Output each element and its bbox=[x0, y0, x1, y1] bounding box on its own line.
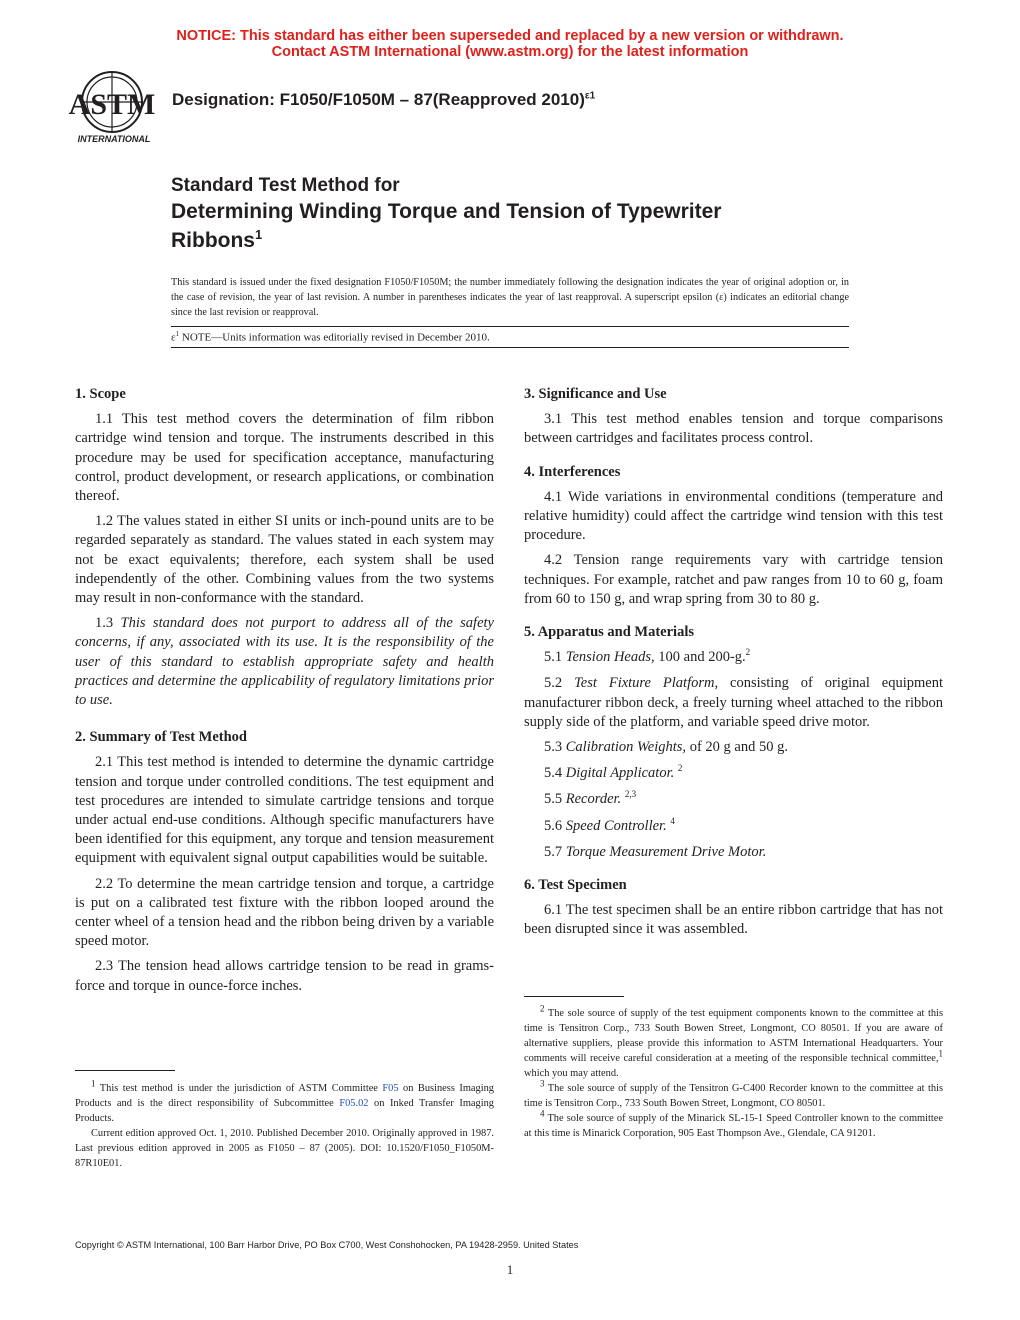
specimen-heading: 6. Test Specimen bbox=[524, 877, 627, 894]
title-line-1: Standard Test Method for bbox=[171, 175, 400, 196]
epsilon-mark: ε bbox=[171, 331, 176, 344]
item-footnote-ref: 2 bbox=[745, 647, 751, 658]
scope-1-3 bbox=[75, 614, 494, 710]
item-italic: Digital Applicator. bbox=[565, 765, 675, 782]
issuance-statement: This standard is issued under the fixed designation F1050/F1050M; the number immediately following the designation indicates the year of original adoption or, in the case of revision, the year of last revision. A number in parentheses indicates the year of last reapproval. A superscript epsilon (ε) indicates an editorial change since the last revision or reapproval. bbox=[171, 277, 849, 318]
item-italic: Recorder. bbox=[565, 791, 622, 808]
interferences-4-2: 4.2 Tension range requirements vary with cartridge tension techniques. For example, ratchet and paw ranges from 10 to 60 g, foam from 60 to 150 g, and wrap spring from 30 to 80 g. bbox=[524, 552, 943, 607]
epsilon-note-text: NOTE—Units information was editorially revised in December 2010. bbox=[179, 331, 490, 344]
right-column bbox=[524, 385, 943, 946]
designation-text: Designation: F1050/F1050M – 87(Reapproved 2010) bbox=[172, 90, 585, 109]
astm-logo-caption: INTERNATIONAL bbox=[77, 134, 151, 144]
summary-2-2: 2.2 To determine the mean cartridge tension and torque, a cartridge is put on a calibrated test fixture with the ribbon looped around the center wheel of a tension head and the ribbon being driven by a variable speed motor. bbox=[75, 875, 494, 950]
apparatus-item bbox=[524, 648, 943, 667]
footnote-4-text: The sole source of supply of the Minarick SL-15-1 Speed Controller known to the committee at this time is Minarick Corporation, 905 East Thompson Ave., Glendale, CA 91201. bbox=[524, 1113, 943, 1139]
footnote-2-ref: 1 bbox=[938, 1048, 943, 1059]
item-number: 5.3 bbox=[544, 739, 566, 756]
designation-superscript: ε1 bbox=[584, 90, 596, 102]
footnote-1-text-a: This test method is under the jurisdiction of ASTM Committee bbox=[95, 1083, 383, 1094]
apparatus-item bbox=[524, 674, 943, 732]
summary-2-1: 2.1 This test method is intended to determine the dynamic cartridge tension and torque under controlled conditions. The test equipment and test procedures are intended to simulate cartridge tensions and torque under actual end-use conditions. Although specific manufacturers have been identified for this equipment, any torque and tension measurement equipment with equivalent signal output capabilities would be suitable. bbox=[75, 754, 494, 867]
apparatus-item bbox=[524, 843, 943, 862]
item-italic: Calibration Weights, bbox=[565, 739, 687, 756]
interferences-4-1: 4.1 Wide variations in environmental conditions (temperature and relative humidity) could affect the cartridge wind tension with this test procedure. bbox=[524, 488, 943, 544]
item-number: 5.4 bbox=[544, 765, 566, 782]
footnote-3 bbox=[524, 1078, 943, 1111]
subcommittee-f05-02-link[interactable]: F05.02 bbox=[339, 1098, 369, 1109]
apparatus-item bbox=[524, 817, 943, 836]
scope-1-3-text: This standard does not purport to address all of the safety concerns, if any, associated with its use. It is the responsibility of the user of this standard to establish appropriate safety and health practices and determine the applicability of regulatory limitations prior to use. bbox=[75, 615, 494, 709]
footnote-4 bbox=[524, 1108, 943, 1141]
footnotes-right bbox=[524, 1003, 943, 1141]
title-line-3-text: Ribbons bbox=[171, 229, 255, 252]
page-number: 1 bbox=[506, 1262, 514, 1277]
footnotes-left bbox=[75, 1078, 494, 1171]
item-number: 5.5 bbox=[544, 791, 566, 808]
specimen-6-1: 6.1 The test specimen shall be an entire ribbon cartridge that has not been disrupted since it was assembled. bbox=[524, 902, 943, 938]
footnote-2-text-b: which you may attend. bbox=[524, 1068, 619, 1079]
notice-line-2: Contact ASTM International (www.astm.org) for the latest information bbox=[271, 44, 749, 60]
notice-line-1: NOTICE: This standard has either been superseded and replaced by a new version or withdrawn. bbox=[176, 28, 844, 44]
footnote-1-text-c: on Inked Transfer Imaging Products. bbox=[75, 1098, 494, 1124]
item-number: 5.7 bbox=[544, 843, 566, 860]
footnote-2-text-a: The sole source of supply of the test equipment components known to the committee at this time is Tensitron Corp., 733 South Bowen Street, Longmont, CO 80501. If you are aware of alternative suppliers, please provide this information to ASTM International Headquarters. Your comments will receive careful consideration at a meeting of the responsible technical committee, bbox=[524, 1008, 943, 1064]
title-line-3 bbox=[171, 227, 262, 253]
item-italic: Tension Heads, bbox=[565, 649, 655, 666]
item-text: of 20 g and 50 g. bbox=[686, 739, 788, 756]
footnote-1-text-b: on Business Imaging Products and is the direct responsibility of Subcommittee bbox=[75, 1083, 494, 1109]
item-italic: Torque Measurement Drive Motor. bbox=[565, 843, 767, 860]
title-line-2: Determining Winding Torque and Tension of Typewriter bbox=[171, 200, 722, 223]
epsilon-rule bbox=[171, 347, 849, 348]
apparatus-item bbox=[524, 790, 943, 809]
astm-logo-letters: ASTM bbox=[68, 88, 156, 121]
item-italic: Speed Controller. bbox=[565, 817, 667, 834]
item-footnote-ref: 4 bbox=[670, 815, 675, 826]
scope-1-2: 1.2 The values stated in either SI units or inch-pound units are to be regarded separately as standard. The values stated in each system may not be exact equivalents; therefore, each system shall be used independently of the other. Combining values from the two systems may result in non-conformance with the standard. bbox=[75, 513, 494, 607]
item-italic: Test Fixture Platform, bbox=[574, 675, 719, 692]
committee-f05-link[interactable]: F05 bbox=[382, 1083, 399, 1094]
scope-heading: 1. Scope bbox=[75, 386, 126, 402]
astm-logo bbox=[66, 70, 162, 146]
right-footnote-rule bbox=[524, 996, 624, 997]
title-superscript: 1 bbox=[255, 227, 263, 242]
left-column bbox=[75, 385, 494, 1002]
footnote-1-edition: Current edition approved Oct. 1, 2010. Published December 2010. Originally approved in 1987. Last previous edition approved in 2005 as F1050 – 87 (2005). DOI: 10.1520/F1050_F1050M-87R10E01. bbox=[75, 1128, 494, 1169]
item-number: 5.2 bbox=[544, 675, 575, 692]
item-number: 5.6 bbox=[544, 817, 566, 834]
apparatus-item bbox=[524, 764, 943, 783]
apparatus-heading: 5. Apparatus and Materials bbox=[524, 624, 694, 641]
footnote-2 bbox=[524, 1003, 943, 1081]
footnote-2-marker: 2 bbox=[540, 1003, 545, 1014]
top-rule bbox=[171, 326, 849, 327]
item-text: consisting of original equipment manufacturer ribbon deck, a freely turning wheel attached to the ribbon supply side of the platform, and variable speed drive motor. bbox=[524, 675, 944, 730]
apparatus-item bbox=[524, 738, 943, 757]
copyright: Copyright © ASTM International, 100 Barr Harbor Drive, PO Box C700, West Conshohocken, PA 19428-2959. United States bbox=[75, 1240, 579, 1250]
summary-heading: 2. Summary of Test Method bbox=[75, 729, 247, 746]
significance-heading: 3. Significance and Use bbox=[524, 386, 667, 402]
epsilon-sup: 1 bbox=[175, 330, 180, 338]
scope-1-1: 1.1 This test method covers the determination of film ribbon cartridge wind tension and torque. The instruments described in this procedure may be used for specification acceptance, manufacturing control, product development, or research applications, or combination thereof. bbox=[75, 411, 494, 505]
epsilon-note bbox=[171, 330, 490, 344]
left-footnote-rule bbox=[75, 1070, 175, 1071]
scope-1-3-number: 1.3 bbox=[95, 615, 121, 632]
footnote-3-marker: 3 bbox=[540, 1078, 545, 1089]
footnote-3-text: The sole source of supply of the Tensitron G-C400 Recorder known to the committee at this time is Tensitron Corp., 733 South Bowen Street, Longmont, CO 80501. bbox=[524, 1083, 943, 1109]
footnote-1 bbox=[75, 1078, 494, 1126]
footnote-1-marker: 1 bbox=[91, 1078, 96, 1089]
item-footnote-ref: 2 bbox=[677, 763, 683, 774]
significance-3-1: 3.1 This test method enables tension and torque comparisons between cartridges and facilitates process control. bbox=[524, 411, 943, 447]
item-text: 100 and 200-g. bbox=[654, 649, 746, 666]
designation bbox=[172, 90, 595, 110]
item-footnote-ref: 2,3 bbox=[624, 789, 637, 800]
item-number: 5.1 bbox=[544, 649, 566, 666]
footnote-4-marker: 4 bbox=[540, 1108, 545, 1119]
summary-2-3: 2.3 The tension head allows cartridge tension to be read in grams-force and torque in ounce-force inches. bbox=[75, 958, 494, 994]
interferences-heading: 4. Interferences bbox=[524, 463, 621, 480]
